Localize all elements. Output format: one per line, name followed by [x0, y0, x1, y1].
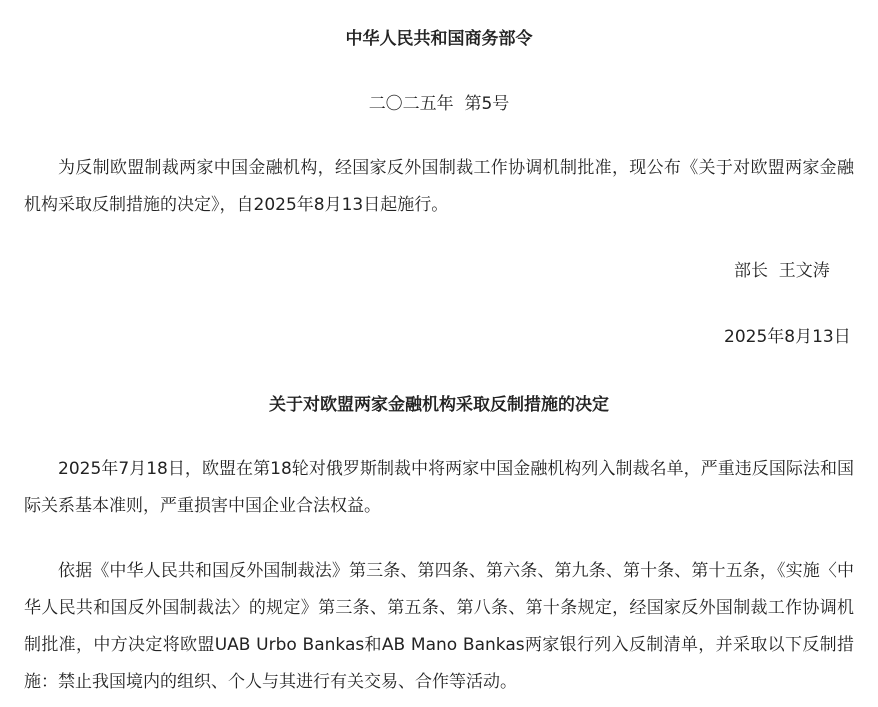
decision-title: 关于对欧盟两家金融机构采取反制措施的决定	[269, 395, 609, 415]
order-intro-paragraph: 为反制欧盟制裁两家中国金融机构，经国家反外国制裁工作协调机制批准，现公布《关于对欧盟两家金融机构采取反制措施的决定》，自2025年8月13日起施行。	[24, 158, 854, 215]
order-title: 中华人民共和国商务部令	[345, 29, 533, 49]
decision-paragraph-2: 依据《中华人民共和国反外国制裁法》第三条、第四条、第六条、第九条、第十条、第十五条，《实施〈中华人民共和国反外国制裁法〉的规定》第三条、第五条、第八条、第十条规定，经国家反外国制裁工作协调机制批准，中方决定将欧盟UAB Urbo Bankas和AB Mano Bankas两家银行列入反制清单，并采取以下反制措施：禁止我国境内的组织、个人与其进行有关交易、合作等活动。	[24, 561, 854, 692]
order-date: 2025年8月13日	[724, 327, 851, 347]
decision-paragraph-1: 2025年7月18日，欧盟在第18轮对俄罗斯制裁中将两家中国金融机构列入制裁名单，严重违反国际法和国际关系基本准则，严重损害中国企业合法权益。	[24, 459, 854, 516]
minister-signature: 部长 王文涛	[734, 261, 830, 281]
order-number: 二〇二五年 第5号	[368, 94, 510, 114]
